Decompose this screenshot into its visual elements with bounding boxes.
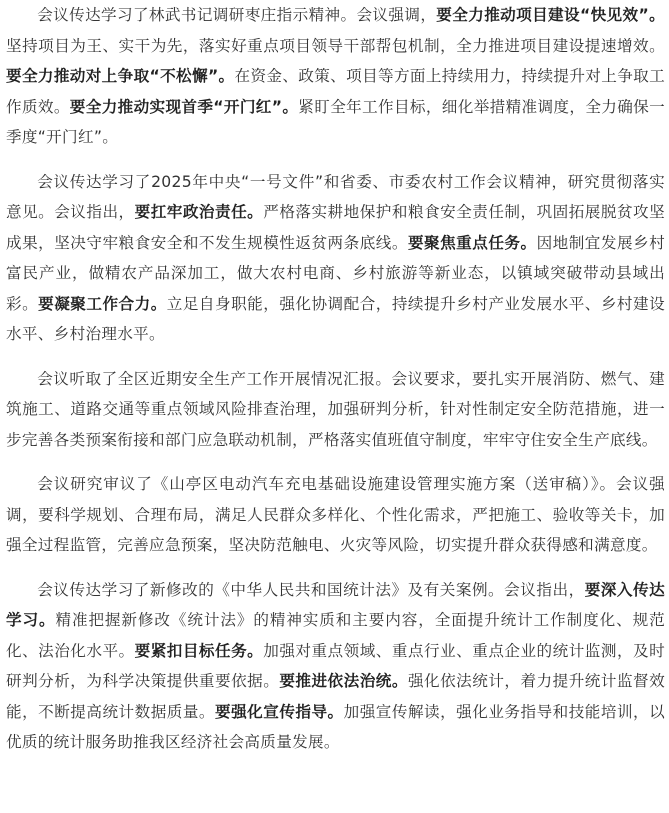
bold-point: 要全力推动项目建设“快见效”。 bbox=[436, 6, 665, 24]
paragraph-work-safety bbox=[6, 364, 665, 456]
bold-point: 要紧扣目标任务。 bbox=[134, 641, 264, 660]
text-segment: 会议传达学习了林武书记调研枣庄指示精神。会议强调， bbox=[37, 6, 437, 24]
text-segment: 强化依法统计，着力提升统计监督效能，不断提高统计数据质量。 bbox=[6, 672, 665, 721]
bold-point: 要扛牢政治责任。 bbox=[134, 203, 264, 221]
paragraph-leadership-instructions bbox=[6, 0, 665, 153]
text-segment: 会议传达学习了新修改的《中华人民共和国统计法》及有关案例。会议指出， bbox=[37, 580, 585, 599]
bold-point: 要深入传达学习。 bbox=[6, 580, 665, 629]
text-segment: 加强宣传解读，强化业务指导和技能培训，以优质的统计服务助推我区经济社会高质量发展。 bbox=[6, 702, 665, 751]
text-segment: 加强对重点领域、重点行业、重点企业的统计监测，及时研判分析，为科学决策提供重要依据。 bbox=[6, 641, 665, 690]
text-segment: 会议听取了全区近期安全生产工作开展情况汇报。会议要求，要扎实开展消防、燃气、建筑施工、道路交通等重点领域风险排查治理，加强研判分析，针对性制定安全防范措施，进一步完善各类预案衔接和部门应急联动机制，严格落实值班值守制度，牢牢守住安全生产底线。 bbox=[6, 369, 665, 449]
text-segment: 在资金、政策、项目等方面上持续用力，持续提升对上争取工作质效。 bbox=[6, 67, 665, 116]
paragraph-ev-charging bbox=[6, 469, 665, 561]
bold-point: 要聚焦重点任务。 bbox=[407, 233, 537, 252]
text-segment: 严格落实耕地保护和粮食安全责任制，巩固拓展脱贫攻坚成果，坚决守牢粮食安全和不发生规模性返贫两条底线。 bbox=[6, 203, 665, 252]
text-segment: 会议研究审议了《山亭区电动汽车充电基础设施建设管理实施方案（送审稿）》。会议强调，要科学规划、合理布局，满足人民群众多样化、个性化需求，严把施工、验收等关卡，加强全过程监管，完善应急预案，坚决防范触电、火灾等风险，切实提升群众获得感和满意度。 bbox=[6, 475, 665, 554]
text-segment: 紧盯全年工作目标，细化举措精准调度，全力确保一季度“开门红”。 bbox=[6, 97, 666, 146]
bold-point: 要强化宣传指导。 bbox=[215, 702, 344, 721]
bold-point: 要全力推动对上争取“不松懈”。 bbox=[6, 67, 235, 85]
text-segment: 因地制宜发展乡村富民产业，做精农产品深加工，做大农村电商、乡村旅游等新业态，以镇域突破带动县域出彩。 bbox=[6, 233, 665, 313]
text-segment: 精准把握新修改《统计法》的精神实质和主要内容，全面提升统计工作制度化、规范化、法治化水平。 bbox=[6, 611, 665, 660]
bold-point: 要凝聚工作合力。 bbox=[38, 294, 167, 313]
bold-point: 要全力推动实现首季“开门红”。 bbox=[69, 97, 299, 116]
bold-point: 要推进依法治统。 bbox=[279, 672, 408, 690]
paragraph-rural-work bbox=[6, 167, 665, 350]
text-segment: 坚持项目为王、实干为先，落实好重点项目领导干部帮包机制，全力推进项目建设提速增效。 bbox=[6, 36, 665, 55]
paragraph-statistics-law bbox=[6, 575, 665, 758]
text-segment: 会议传达学习了2025年中央“一号文件”和省委、市委农村工作会议精神，研究贯彻落实意见。会议指出， bbox=[6, 172, 665, 221]
text-segment: 立足自身职能，强化协调配合，持续提升乡村产业发展水平、乡村建设水平、乡村治理水平。 bbox=[6, 294, 665, 343]
